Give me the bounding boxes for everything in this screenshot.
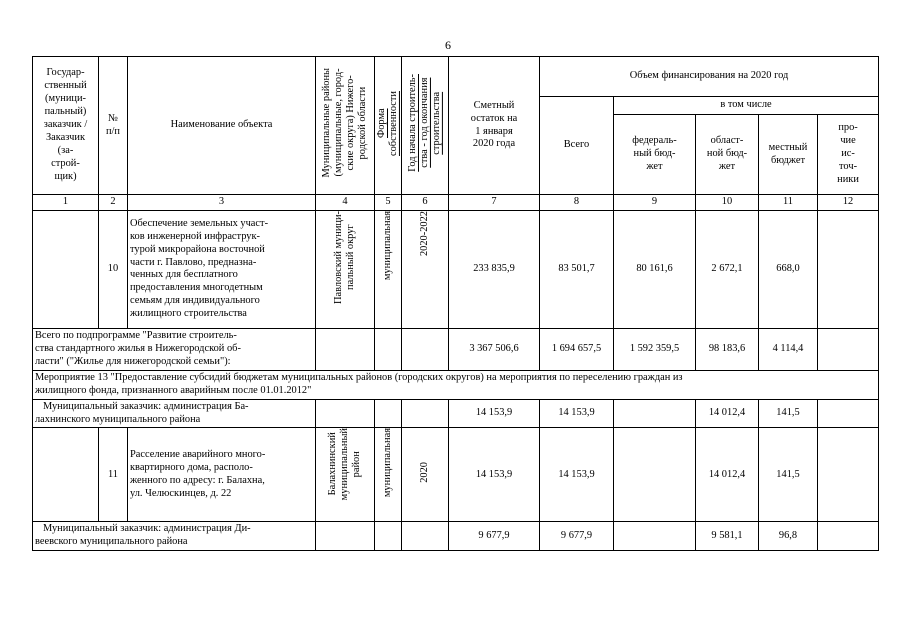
- col-number: 7: [449, 195, 540, 211]
- cell-empty: [402, 328, 449, 370]
- header-num: № п/п: [99, 57, 128, 195]
- col-number: 3: [128, 195, 316, 211]
- regional: 2 672,1: [696, 210, 759, 328]
- total: 1 694 657,5: [540, 328, 614, 370]
- cell-empty: [818, 210, 879, 328]
- local: 4 114,4: [759, 328, 818, 370]
- col-number: 12: [818, 195, 879, 211]
- cell-empty: [375, 399, 402, 428]
- table-row: [33, 210, 879, 328]
- col-number: 5: [375, 195, 402, 211]
- total: 14 153,9: [540, 399, 614, 428]
- object-name: Расселение аварийного много- квартирного дома, располо- женного по адресу: г. Балахна, ул. Челюскинцев, д. 22: [128, 428, 316, 522]
- local: 141,5: [759, 428, 818, 522]
- header-customer: Государ- ственный (муници- пальный) заказчик / Заказчик (за- строй- щик): [33, 57, 99, 195]
- customer-diveevo-label: Муниципальный заказчик: администрация Ди- веевского муниципального района: [33, 522, 316, 551]
- header-total: Всего: [540, 97, 614, 195]
- total: 9 677,9: [540, 522, 614, 551]
- cell-empty: [818, 399, 879, 428]
- cell-empty: [33, 210, 99, 328]
- cell-empty: [614, 399, 696, 428]
- col-number: 1: [33, 195, 99, 211]
- regional: 14 012,4: [696, 428, 759, 522]
- cell-empty: [402, 522, 449, 551]
- regional: 14 012,4: [696, 399, 759, 428]
- col-number: 6: [402, 195, 449, 211]
- estimate: 14 153,9: [449, 399, 540, 428]
- local: 96,8: [759, 522, 818, 551]
- col-number: 8: [540, 195, 614, 211]
- cell-empty: [614, 522, 696, 551]
- header-funding: Объем финансирования на 2020 год: [540, 57, 879, 97]
- cell-empty: [316, 522, 375, 551]
- cell-empty: [316, 399, 375, 428]
- col-number: 2: [99, 195, 128, 211]
- col-number: 9: [614, 195, 696, 211]
- estimate: 3 367 506,6: [449, 328, 540, 370]
- col-number: 10: [696, 195, 759, 211]
- estimate: 9 677,9: [449, 522, 540, 551]
- col-number: 4: [316, 195, 375, 211]
- header-districts: Муниципальные районы (муниципальные, город- ские округа) Нижего- родской области: [321, 68, 368, 178]
- object-name: Обеспечение земельных участ- ков инженерной инфраструк- турой микрорайона восточной части г. Павлово, предназна- ченных для бесплатного предоставления многодетным семьям для индивидуального жилищного строительства: [128, 210, 316, 328]
- cell-empty: [818, 522, 879, 551]
- ownership: муниципальная: [382, 210, 394, 281]
- cell-empty: [614, 428, 696, 522]
- federal: 80 161,6: [614, 210, 696, 328]
- cell-empty: [818, 328, 879, 370]
- subtotal-row: [33, 328, 879, 370]
- local: 141,5: [759, 399, 818, 428]
- estimate: 14 153,9: [449, 428, 540, 522]
- header-federal: федераль- ный бюд- жет: [614, 115, 696, 195]
- table-row: [33, 428, 879, 522]
- cell-empty: [402, 399, 449, 428]
- page-number: 6: [445, 38, 451, 52]
- estimate: 233 835,9: [449, 210, 540, 328]
- header-years: Год начала строитель- ства - год окончания строительства: [407, 74, 442, 172]
- district: Павловский муници- пальный округ: [333, 210, 356, 304]
- measure-13-title: Мероприятие 13 "Предоставление субсидий бюджетам муниципальных районов (городских округов) на мероприятия по переселению граждан из жилищного фонда, признанного аварийным после 01.01.2012": [33, 370, 879, 399]
- header-estimate: Сметный остаток на 1 января 2020 года: [449, 57, 540, 195]
- cell-empty: [316, 328, 375, 370]
- customer-balakhna-label: Муниципальный заказчик: администрация Ба- лахнинского муниципального района: [33, 399, 316, 428]
- column-numbers-row: [33, 195, 879, 211]
- header-local: местный бюджет: [759, 115, 818, 195]
- cell-empty: [33, 428, 99, 522]
- header-ownership: Форма собственности: [376, 90, 399, 156]
- header-including: в том числе: [614, 97, 879, 115]
- customer-row: [33, 522, 879, 551]
- cell-empty: [375, 328, 402, 370]
- years: 2020: [419, 462, 431, 483]
- total: 83 501,7: [540, 210, 614, 328]
- federal: 1 592 359,5: [614, 328, 696, 370]
- header-regional: област- ной бюд- жет: [696, 115, 759, 195]
- subtotal-label: Всего по подпрограмме "Развитие строитель- ства стандартного жилья в Нижегородской об- ласти" ("Жилье для нижегородской семьи"):: [33, 328, 316, 370]
- cell-empty: [818, 428, 879, 522]
- regional: 9 581,1: [696, 522, 759, 551]
- total: 14 153,9: [540, 428, 614, 522]
- col-number: 11: [759, 195, 818, 211]
- regional: 98 183,6: [696, 328, 759, 370]
- customer-row: [33, 399, 879, 428]
- row-number: 11: [99, 428, 128, 522]
- row-number: 10: [99, 210, 128, 328]
- measure-row: [33, 370, 879, 399]
- cell-empty: [375, 522, 402, 551]
- local: 668,0: [759, 210, 818, 328]
- years: 2020-2022: [419, 210, 431, 256]
- district: Балахнинский муниципальный район: [327, 428, 362, 501]
- financing-table: [32, 56, 879, 551]
- header-object-name: Наименование объекта: [128, 57, 316, 195]
- header-other: про- чие ис- точ- ники: [818, 115, 879, 195]
- ownership: муниципальная: [382, 428, 394, 498]
